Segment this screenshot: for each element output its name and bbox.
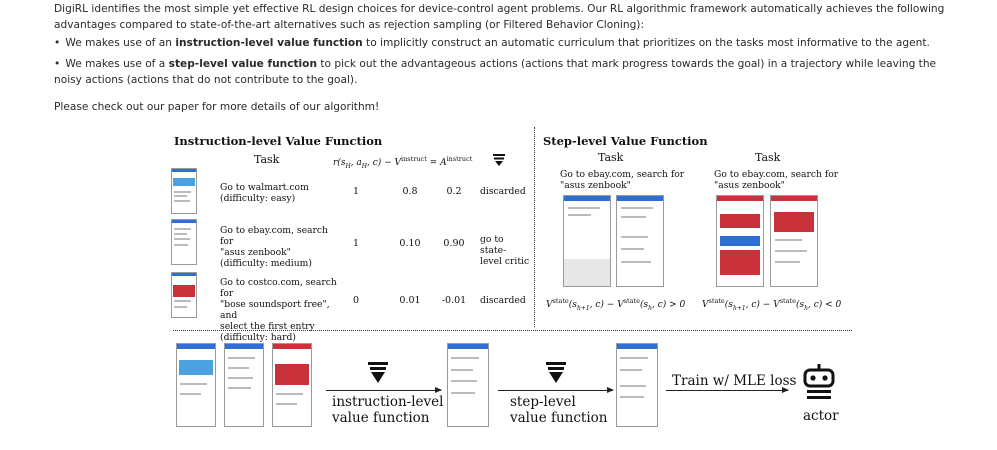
filter-funnel-icon — [368, 362, 388, 388]
decision-label: discarded — [480, 295, 526, 306]
step-task-text: Go to ebay.com, search for "asus zenbook" — [714, 169, 839, 191]
screenshot-thumbnail — [447, 343, 489, 427]
decision-label: go to state- level critic — [480, 234, 530, 267]
flow-arrow — [498, 390, 613, 391]
section-divider — [534, 127, 535, 327]
actor-label: actor — [803, 408, 839, 424]
screenshot-thumbnail — [176, 343, 216, 427]
screenshot-thumbnail — [171, 219, 197, 265]
advantage-value: -0.01 — [441, 295, 467, 306]
advantage-value: 0.90 — [443, 238, 465, 249]
bullet-text: to pick out the advantageous actions (actions that mark progress towards the goal) in a trajectory while leaving the noisy actions (actions that do not contribute to the goal). — [54, 58, 937, 86]
screenshot-thumbnail — [616, 343, 658, 427]
instruction-header-task: Task — [254, 153, 280, 166]
screenshot-thumbnail — [224, 343, 264, 427]
screenshot-thumbnail — [563, 195, 611, 287]
filter-funnel-icon — [493, 154, 505, 167]
filter-funnel-icon — [546, 362, 566, 388]
decision-label: discarded — [480, 186, 526, 197]
bullet-dot: • — [54, 37, 61, 49]
screenshot-thumbnail — [171, 272, 197, 318]
screenshot-thumbnail — [770, 195, 818, 287]
task-text: Go to costco.com, search for "bose soundsport free", and select the first entry (difficulty: hard) — [220, 277, 337, 343]
advantage-value: 0.2 — [446, 186, 462, 197]
bullet-dot: • — [54, 58, 61, 70]
value-estimate: 0.8 — [402, 186, 418, 197]
bullet-text: We makes use of an — [65, 37, 176, 49]
step-task-text: Go to ebay.com, search for "asus zenbook" — [560, 169, 685, 191]
value-estimate: 0.01 — [399, 295, 421, 306]
figure-divider — [173, 330, 852, 331]
instruction-flow-label: instruction-level value function — [332, 394, 444, 426]
bullet-bold: instruction-level value function — [175, 37, 363, 49]
bullet-text: We makes use of a — [65, 58, 169, 70]
step-flow-label: step-level value function — [510, 394, 608, 426]
instruction-section-title: Instruction-level Value Function — [174, 134, 383, 148]
trajectory-stack-all — [176, 343, 321, 427]
screenshot-thumbnail — [716, 195, 764, 287]
intro-text: DigiRL identifies the most simple yet effective RL design choices for device-control agent problems. Our RL algorithmic framework automatically achieves the following advantages compared to state-of-the-art alternatives such as rejection sampling (or Filtered Behavior Cloning): — [54, 3, 945, 31]
value-estimate: 0.10 — [399, 238, 421, 249]
task-text: Go to ebay.com, search for "asus zenbook" (difficulty: medium) — [220, 225, 328, 269]
reward-value: 1 — [352, 238, 360, 249]
train-flow-label: Train w/ MLE loss — [672, 373, 797, 389]
bullet-bold: step-level value function — [168, 58, 318, 70]
step-header-task: Task — [598, 151, 624, 164]
flow-arrow — [326, 390, 441, 391]
bullet-text: to implicitly construct an automatic curriculum that prioritizes on the tasks most informative to the agent. — [362, 37, 930, 49]
closing-text: Please check out our paper for more details of our algorithm! — [54, 101, 380, 113]
reward-value: 0 — [352, 295, 360, 306]
step-formula-negative: $V^{state}(s_{h+1}$, $c) - V^{state}(s_h$, c) < 0 — [702, 297, 842, 312]
robot-icon — [799, 363, 839, 403]
screenshot-thumbnail — [272, 343, 312, 427]
task-text: Go to walmart.com (difficulty: easy) — [220, 182, 309, 204]
step-header-task: Task — [755, 151, 781, 164]
screenshot-thumbnail — [171, 168, 197, 214]
step-section-title: Step-level Value Function — [543, 134, 708, 148]
screenshot-thumbnail — [616, 195, 664, 287]
step-formula-positive: $V^{state}(s_{h+1}$, $c) - V^{state}(s_h$, c) > 0 — [546, 297, 686, 312]
reward-value: 1 — [352, 186, 360, 197]
instruction-header-formula: $r(s_H$, $a_H$, $c) - V^{instruct} = A^{instruct}$ — [333, 155, 473, 170]
flow-arrow — [666, 390, 788, 391]
